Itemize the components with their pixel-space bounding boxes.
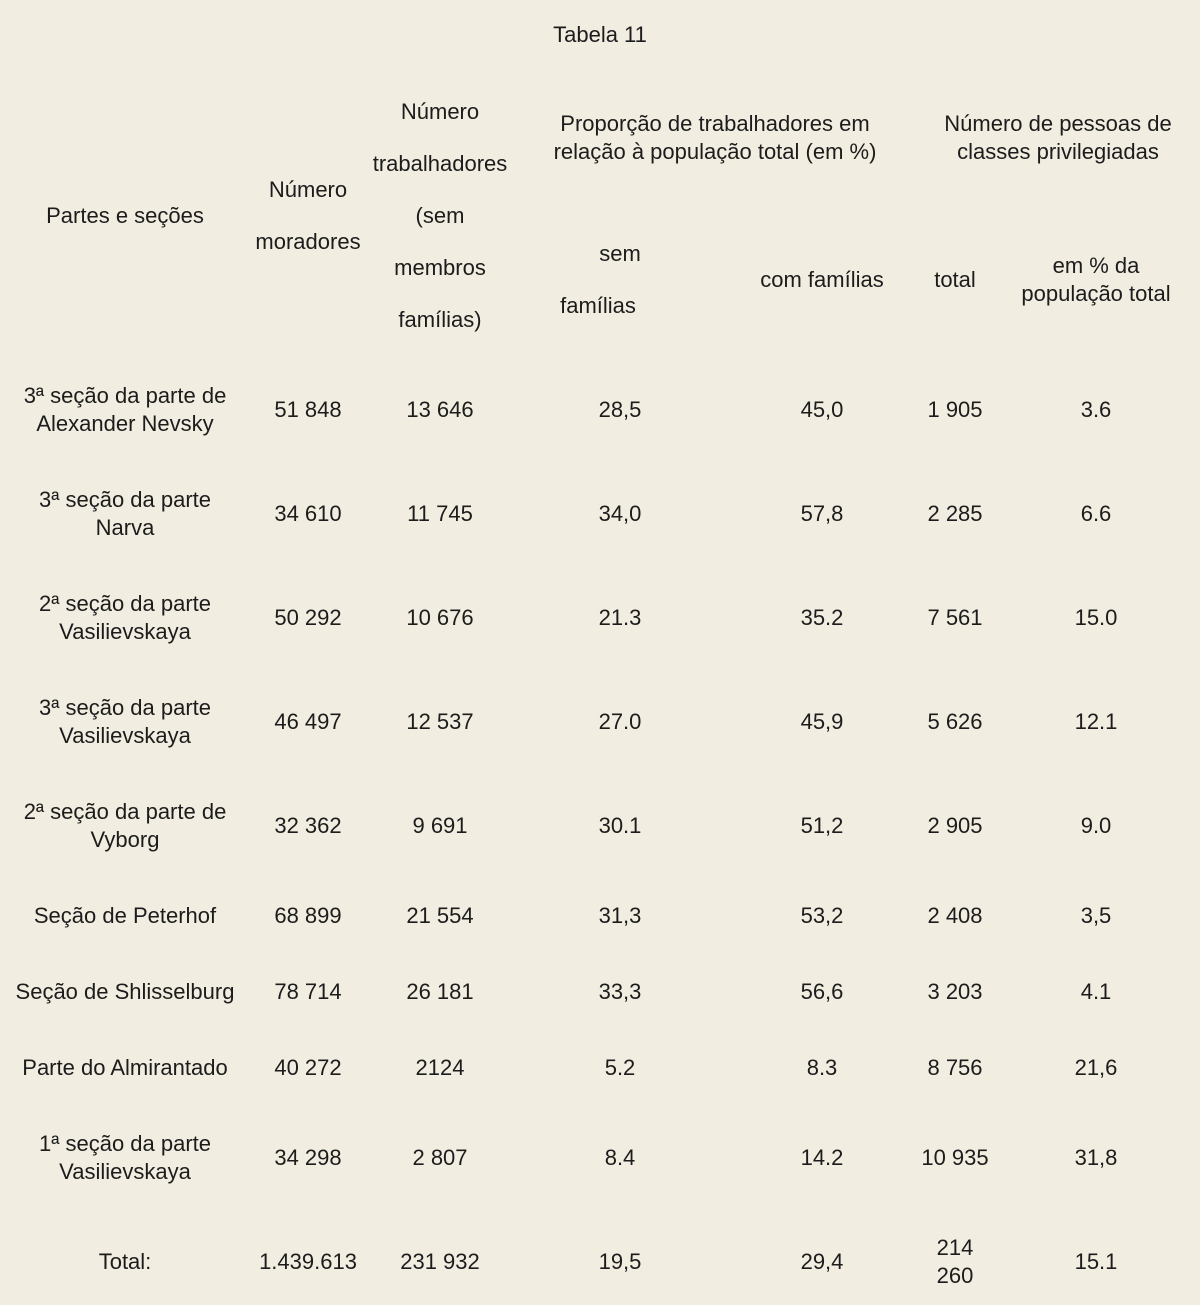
row-com-familias: 35.2 [800, 605, 844, 630]
header-proportion [554, 110, 877, 166]
row-name-line: 2ª seção da parte de [23, 799, 227, 824]
row-sem-familias: 27.0 [598, 709, 642, 734]
table-title: Tabela 11 [553, 22, 647, 47]
row-workers: 2124 [415, 1055, 465, 1080]
row-workers: 2 807 [412, 1145, 468, 1170]
row-workers: 21 554 [406, 903, 474, 928]
row-residents: 78 714 [274, 979, 342, 1004]
row-residents: 40 272 [274, 1055, 342, 1080]
row-sem-familias: 21.3 [598, 605, 642, 630]
row-name [39, 486, 211, 542]
header-pct-pop-line: em % da [1052, 253, 1140, 278]
row-name [24, 382, 227, 438]
row-name [39, 694, 211, 750]
row-name [39, 1130, 211, 1186]
row-com-familias: 57,8 [800, 501, 844, 526]
header-sem-familias-line: sem [599, 241, 641, 266]
row-sem-familias: 19,5 [598, 1249, 642, 1274]
row-name-line: Vasilievskaya [59, 723, 191, 748]
row-name-line: Total: [98, 1249, 152, 1274]
row-com-familias: 53,2 [800, 903, 844, 928]
header-workers-line: trabalhadores [372, 151, 508, 176]
header-privileged [944, 110, 1171, 166]
row-name-line: Seção de Shlisselburg [15, 979, 235, 1004]
row-sem-familias: 34,0 [598, 501, 642, 526]
row-sem-familias: 30.1 [598, 813, 642, 838]
row-total: 1 905 [927, 397, 983, 422]
row-pct: 15.0 [1074, 605, 1118, 630]
row-residents: 34 298 [274, 1145, 342, 1170]
row-total: 2 905 [927, 813, 983, 838]
row-residents: 68 899 [274, 903, 342, 928]
row-com-familias: 45,0 [800, 397, 844, 422]
row-residents: 50 292 [274, 605, 342, 630]
row-com-familias: 14.2 [800, 1145, 844, 1170]
header-sem-familias-line: famílias [560, 293, 636, 318]
header-workers [373, 86, 508, 346]
row-name-line: Alexander Nevsky [36, 411, 214, 436]
header-workers-line: Número [400, 99, 480, 124]
row-com-familias: 51,2 [800, 813, 844, 838]
row-residents: 32 362 [274, 813, 342, 838]
row-name-line: 3ª seção da parte de [23, 383, 227, 408]
header-residents [255, 164, 360, 268]
row-total-line: 214 [936, 1235, 974, 1260]
header-residents-line: Número [268, 177, 348, 202]
row-pct: 4.1 [1080, 979, 1112, 1004]
header-privileged-line: classes privilegiadas [957, 139, 1159, 164]
row-sem-familias: 33,3 [598, 979, 642, 1004]
row-pct: 15.1 [1074, 1249, 1118, 1274]
row-sem-familias: 28,5 [598, 397, 642, 422]
row-pct: 12.1 [1074, 709, 1118, 734]
row-name [24, 798, 227, 854]
row-name-line: Parte do Almirantado [22, 1055, 228, 1080]
header-proportion-line: relação à população total (em %) [553, 139, 877, 164]
row-name-line: Vasilievskaya [59, 619, 191, 644]
row-name-line: Narva [95, 515, 155, 540]
row-residents: 34 610 [274, 501, 342, 526]
row-pct: 3.6 [1080, 397, 1112, 422]
header-workers-line: (sem [415, 203, 465, 228]
header-pct-pop [1021, 252, 1170, 308]
row-name-line: 1ª seção da parte [38, 1131, 212, 1156]
row-pct: 9.0 [1080, 813, 1112, 838]
row-name-line: 3ª seção da parte [38, 487, 212, 512]
header-pct-pop-line: população total [1021, 281, 1171, 306]
row-total-line: 260 [936, 1263, 974, 1288]
row-name-line: 3ª seção da parte [38, 695, 212, 720]
row-name [22, 1054, 227, 1082]
row-name [34, 902, 216, 930]
row-name-line: Vyborg [90, 827, 160, 852]
header-residents-line: moradores [255, 229, 361, 254]
row-total: 10 935 [921, 1145, 989, 1170]
row-com-familias: 8.3 [806, 1055, 838, 1080]
row-total [937, 1234, 974, 1290]
row-name-line: 2ª seção da parte [38, 591, 212, 616]
row-com-familias: 56,6 [800, 979, 844, 1004]
row-sem-familias: 31,3 [598, 903, 642, 928]
row-total: 5 626 [927, 709, 983, 734]
row-pct: 3,5 [1080, 903, 1112, 928]
row-total: 3 203 [927, 979, 983, 1004]
row-workers: 231 932 [400, 1249, 480, 1274]
row-pct: 21,6 [1074, 1055, 1118, 1080]
row-workers: 12 537 [406, 709, 474, 734]
row-total: 2 285 [927, 501, 983, 526]
header-workers-line: membros [394, 255, 486, 280]
row-workers: 9 691 [412, 813, 468, 838]
row-com-familias: 29,4 [800, 1249, 844, 1274]
row-total: 2 408 [927, 903, 983, 928]
row-com-familias: 45,9 [800, 709, 844, 734]
header-total: total [934, 267, 976, 292]
row-workers: 11 745 [407, 501, 473, 526]
row-sem-familias: 8.4 [604, 1145, 636, 1170]
header-privileged-line: Número de pessoas de [944, 111, 1172, 136]
row-name [39, 590, 211, 646]
row-residents: 1.439.613 [259, 1249, 357, 1274]
row-name [99, 1248, 152, 1276]
row-residents: 46 497 [274, 709, 342, 734]
row-workers: 26 181 [406, 979, 474, 1004]
row-workers: 13 646 [406, 397, 474, 422]
header-proportion-line: Proporção de trabalhadores em [560, 111, 870, 136]
row-name-line: Seção de Peterhof [33, 903, 217, 928]
header-com-familias: com famílias [760, 267, 884, 292]
header-sem-familias [555, 228, 641, 332]
row-sem-familias: 5.2 [604, 1055, 636, 1080]
row-name [16, 978, 235, 1006]
row-pct: 6.6 [1080, 501, 1112, 526]
row-name-line: Vasilievskaya [59, 1159, 191, 1184]
header-workers-line: famílias) [398, 307, 482, 332]
row-total: 7 561 [927, 605, 983, 630]
row-total: 8 756 [927, 1055, 983, 1080]
header-parts: Partes e seções [46, 203, 204, 228]
row-workers: 10 676 [406, 605, 474, 630]
row-pct: 31,8 [1074, 1145, 1118, 1170]
row-residents: 51 848 [274, 397, 342, 422]
